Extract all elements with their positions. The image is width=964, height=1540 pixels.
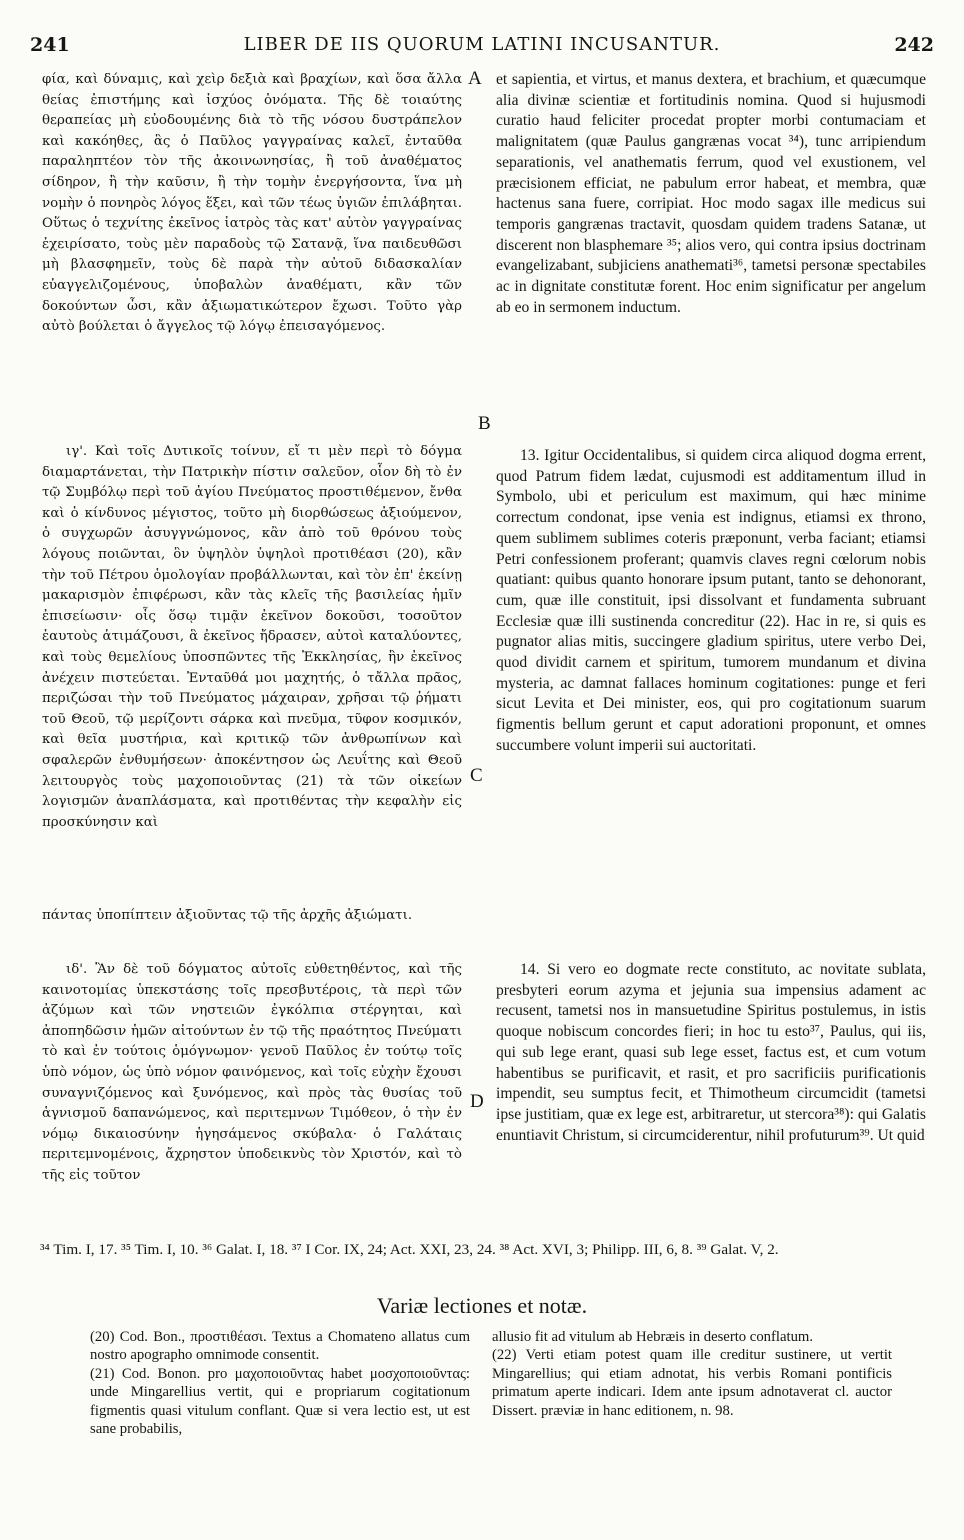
- latin-paragraph: 13. Igitur Occidentalibus, si quidem circa aliquod dogma errent, quod Patrum fidem lædat, cujusmodi est additamentum illud in Symbolo, ubi et periculum est maximum, qui hæc minime correctum condonat, ipse venia est indignus, etiamsi ex throno, quem sublimem sublimes coteris præponunt, verba faciant; etiamsi Petri confessionem proferant; quamvis claves regni cœlorum nobis quatiant: quibus quanto honorare ipsum putant, tanto se dehonorant, cum, quæ ille constituit, ipsi dissolvant et fundamenta subruant Ecclesiæ quæ illi sustinenda concreditur (22). Hac in re, si quis es pugnator alias mitis, succingere gladium spiritus, utere verbo Dei, quod dividit carnem et spiritum, tumorem mundanum et divina mysteria, ac damnat fallaces hominum cogitationes: punge et feri sicut Levita et Dei minister, eos, qui pro cogitationum suarum figmentis bellum gerunt et caput adorationi proponunt, et omnes succumbere volunt imperii sui auctoritati.: [496, 447, 926, 754]
- latin-paragraph: 14. Si vero eo dogmate recte constituto, ac novitate sublata, presbyteri eorum azyma et jejunia sua impensius adament ac recusent, tametsi nos in mansuetudine Spiritus postulemus, in istis quoque nobiscum concordes fieri; in hoc tu esto³⁷, Paulus, qui iis, qui sub lege erant, quasi sub lege esset, factus est, et cum votum habentibus se purificavit, et rasit, et pro sacrificiis purificationis impendit, seu sumptus fecit, et Thimotheum circumcidit (tametsi ipse justitiam, quæ ex lege est, arbitraretur, ut stercora³⁸): qui Galatis enuntiavit Christum, si circumciderentur, nihil profuturum³⁹. Ut quid: [496, 961, 926, 1144]
- margin-marker-a: A: [468, 68, 482, 89]
- margin-marker-d: D: [470, 1091, 484, 1112]
- page-number-right: 242: [894, 34, 934, 56]
- notes-title: Variæ lectiones et notæ.: [376, 1293, 588, 1318]
- note-item: (20) Cod. Bon., προστιθέασι. Textus a Chomateno allatus cum nostro apographo omnimode consentit.: [90, 1329, 470, 1364]
- greek-paragraph: φία, καὶ δύναμις, καὶ χεὶρ δεξιὰ καὶ βραχίων, καὶ ὅσα ἄλλα θείας ἐπιστήμης καὶ ἰσχύος ὀνόματα. Τῆς δὲ τοιαύτης θεραπείας μὴ εὐοδουμένης διὰ τὸ τῆς νόσου δυστράπελον καὶ κακόηθες, ἃς ὁ Παῦλος γαγγραίνας καλεῖ, ἐνταῦθα παραληπτέον τὸν τῆς ἀκοινωνησίας, ἢ τοῦ ἀναθέματος σίδηρον, ἢ τὴν καῦσιν, ἢ τὴν τομὴν ἐνεργήσοντα, ἵνα μὴ νομὴν ὁ πονηρὸς λόγος ἕξει, καὶ τῶν τέως ὑγιῶν ἐπιλάβηται. Οὕτως ὁ τεχνίτης ἐκεῖνος ἰατρὸς τὰς κατ' αὐτὸν γαγγραίνας ἐχειρίσατο, τοὺς μὲν παραδοὺς τῷ Σατανᾷ, ἵνα παιδευθῶσι μὴ βλασφημεῖν, τοὺς δὲ παρὰ τὴν αὐτοῦ διδασκαλίαν εὐαγγελιζομένους, ὑποβαλὼν ἀναθέματι, κἂν τῶν δοκούντων ὦσι, κἂν ἀξιωματικώτερον ἔχωσι. Τοῦτο γὰρ αὐτὸ βούλεται ὁ ἄγγελος τῷ λόγῳ ἐπεισαγόμενος.: [42, 72, 462, 335]
- notes-left-column: [90, 1328, 470, 1438]
- note-item: allusio fit ad vitulum ab Hebræis in deserto conflatum.: [492, 1329, 814, 1345]
- footnotes: ³⁴ Tim. I, 17. ³⁵ Tim. I, 10. ³⁶ Galat. I, 18. ³⁷ I Cor. IX, 24; Act. XXI, 23, 24. ³⁸ Act. XVI, 3; Philipp. III, 6, 8. ³⁹ Galat. V, 2.: [40, 1241, 779, 1258]
- greek-continuation: [42, 906, 922, 927]
- greek-paragraph-continuation: πάντας ὑποπίπτειν ἀξιοῦντας τῷ τῆς ἀρχῆς ἀξιώματι.: [42, 908, 413, 923]
- note-item: (22) Verti etiam potest quam ille creditur sustinere, ut vertit Mingarellius; qui etiam adnotat, his verbis Romani pontificis primatum aperte indicari. Idem ante ipsum adnotaverat cl. auctor Dissert. præviæ in hanc editionem, n. 98.: [492, 1347, 892, 1419]
- greek-column-lower: [42, 960, 462, 1230]
- page-number-left: 241: [30, 34, 70, 56]
- margin-marker-c: C: [470, 765, 483, 786]
- note-item: (21) Cod. Bonon. pro μαχοποιοῦντας habet μοσχοποιοῦντας: unde Mingarellius vertit, qui e propriarum cogitationum figmentis quasi vitulum conflant. Quæ si vera lectio est, ut est sane probabilis,: [90, 1365, 470, 1438]
- latin-column: [496, 70, 926, 902]
- margin-marker-b: B: [478, 413, 491, 434]
- greek-paragraph: ιγ'. Καὶ τοῖς Δυτικοῖς τοίνυν, εἴ τι μὲν περὶ τὸ δόγμα διαμαρτάνεται, τὴν Πατρικὴν πίστιν σαλεῦον, οἷον δὴ τὸ ἐν τῷ Συμβόλῳ περὶ τοῦ ἁγίου Πνεύματος προστιθέμενον, ἔνθα καὶ ὁ κίνδυνος μέγιστος, τοῦτο μὴ διορθώσεως ἀξιούμενον, ὁ συγχωρῶν ἀσυγγνώμονος, κἂν ἀπὸ τοῦ θρόνου τοὺς λόγους ποιῶνται, ὃν ὑψηλὸν ὑψηλοὶ προτιθέασι (20), κἂν τὴν τοῦ Πέτρου ὁμολογίαν προβάλλωνται, καὶ τὸν ἐπ' ἐκείνῃ μακαρισμὸν ἐπιφέρωσι, κἂν τὰς κλεῖς τῆς βασιλείας ἡμῖν ἐπισείωσιν· οἷς ὅσῳ τιμᾷν ἐκεῖνον δοκοῦσι, τοσοῦτον ἑαυτοὺς ἀτιμάζουσι, ἃ ἐκεῖνος ἤδρασεν, αὐτοὶ καταλύοντες, καὶ τοὺς θεμελίους ὑποσπῶντες τῆς Ἐκκλησίας, ἣν ἐκεῖνος ἀνέχειν πιστεύεται. Ἐνταῦθά μοι μαχητής, ὁ τἄλλα πρᾶος, περιζώσαι τὴν τοῦ Πνεύματος μάχαιραν, χρῆσαι τῷ ῥήματι τοῦ Θεοῦ, τῷ μερίζοντι σάρκα καὶ πνεῦμα, τῦφον κοσμικόν, καὶ θεῖα μυστήρια, καὶ κριτικῷ τῶν ἀνθρωπίνων καὶ σφαλερῶν ἐνθυμήσεων· ἀποκέντησον ὡς Λευΐτης καὶ Θεοῦ λειτουργὸς τοὺς μαχοποιοῦντας (21) τὰ τῶν οἰκείων λογισμῶν ἀναπλάσματα, καὶ προτιθέντας τὴν κεφαλὴν εἰς προσκύνησιν καὶ: [42, 444, 462, 830]
- greek-paragraph: ιδ'. Ἂν δὲ τοῦ δόγματος αὐτοῖς εὐθετηθέντος, καὶ τῆς καινοτομίας ὑπεκστάσης τοῖς πρεσβυτέροις, τὰ περὶ τῶν ἀζύμων καὶ τῶν νηστειῶν ἐγκόλπια στέργηται, καὶ ἀποπηδῶσιν ἡμῶν αἰτούντων ἐν τῷ τῆς πραότητος Πνεύματι τὸ καὶ ἐν τούτοις ὁμόγνωμον· γενοῦ Παῦλος ἐν τούτῳ τοῖς ὑπὸ νόμον, ὡς ὑπὸ νόμον φαινόμενος, καὶ τοῖς εὐχὴν ἔχουσι συναγνιζόμενος καὶ ξυνόμενος, καὶ πρὸς τὰς θυσίας τοῦ ἁγνισμοῦ δαπανώμενος, καὶ περιτεμνων Τιμόθεον, ὁ τὴν ἐν νόμῳ δικαιοσύνην ἡγησάμενος σκύβαλα· ὁ Γαλάταις περιτεμνομένοις, ἄχρηστον ὑποδεικνὺς τὸν Χριστόν, καὶ τὸ τῆς εἰς τοῦτον: [42, 962, 462, 1183]
- running-title: LIBER DE IIS QUORUM LATINI INCUSANTUR.: [243, 34, 721, 55]
- notes-right-column: [492, 1328, 892, 1420]
- latin-paragraph: et sapientia, et virtus, et manus dextera, et brachium, et quæcumque alia divinæ scientiæ et fortitudinis nomina. Quod si hujusmodi curatio haud feliciter procedat propter morbi contumaciam et malignitatem (quæ Paulus gangrænas vocat ³⁴), tunc arripiendum separationis, vel anathematis ferrum, quod vel exustionem, vel præcisionem efficiat, ne pabulum error habeat, et membra, quæ hactenus sana fuere, corripiat. Hoc modo sagax ille medicus sui temporis gangrænas tractavit, quosdam quidem tradens Satanæ, ut discerent non blasphemare ³⁵; alios vero, qui contra ipsius doctrinam evangelizabant, subjiciens anathemati³⁶, tametsi personæ spectabiles ac in dignitate constitutæ forent. Hoc enim significatur per angelum ab eo in sermonem inductum.: [496, 71, 926, 316]
- page-header: [30, 34, 934, 60]
- latin-column-lower: [496, 960, 926, 1230]
